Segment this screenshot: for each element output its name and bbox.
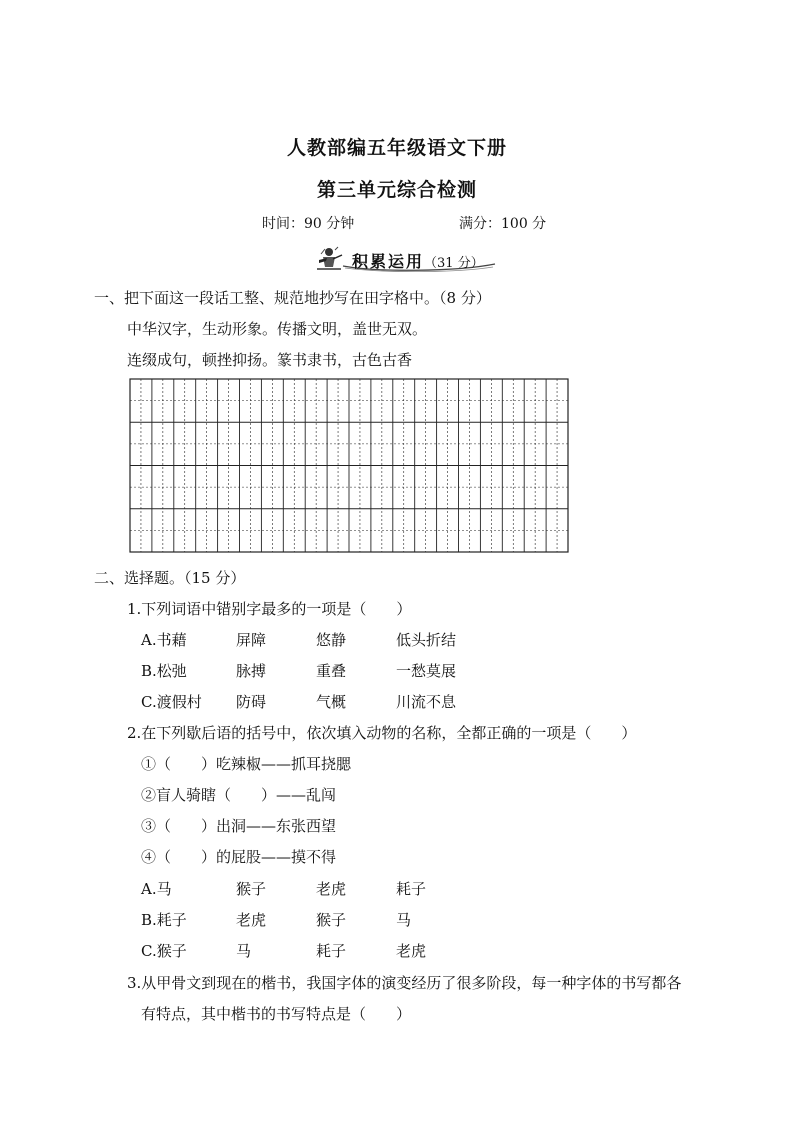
section-name: 积累运用 [352, 252, 425, 271]
q2-2-c-animal: 耗子 [316, 942, 347, 960]
question-1-heading: 一、把下面这一段话工整、规范地抄写在田字格中。（8 分） [94, 289, 491, 307]
q2-1-b-word: 重叠 [316, 662, 347, 680]
section-title [352, 249, 484, 272]
q2-1-a-word: 悠静 [316, 631, 347, 649]
q2-1-c-word: 气概 [316, 693, 347, 711]
time-limit: 时间：90 分钟 [262, 216, 355, 232]
q2-2-b-animal: 老虎 [236, 911, 267, 929]
question-2-3-stem-line-2: 有特点，其中楷书的书写特点是（ ） [141, 1005, 412, 1023]
q2-1-c-word: 川流不息 [396, 693, 457, 711]
full-score: 满分：100 分 [459, 216, 547, 232]
question-2-2-stem: 2.在下列歇后语的括号中，依次填入动物的名称，全都正确的一项是（ ） [127, 724, 637, 742]
q2-2-a-animal: 耗子 [396, 880, 427, 898]
q2-1-option-c[interactable]: C.渡假村 [141, 693, 202, 711]
q2-1-c-word: 防碍 [236, 693, 267, 711]
q2-2-c-animal: 马 [236, 942, 252, 960]
q2-1-b-word: 一愁莫展 [396, 662, 457, 680]
q2-1-option-a[interactable]: A.书藉 [141, 631, 187, 649]
q2-2-b-animal: 猴子 [316, 911, 347, 929]
q2-1-a-word: 低头折结 [396, 631, 457, 649]
q2-2-option-a[interactable]: A.马 [141, 880, 172, 898]
saying-1: ①（ ）吃辣椒——抓耳挠腮 [141, 755, 352, 773]
copy-text-line-1: 中华汉字，生动形象。传播文明，盖世无双。 [127, 320, 428, 338]
question-2-heading: 二、选择题。（15 分） [94, 569, 246, 587]
tianzige-grid[interactable] [129, 378, 569, 553]
q2-2-a-animal: 猴子 [236, 880, 267, 898]
writing-figure-icon [317, 247, 342, 269]
question-2-1-stem: 1.下列词语中错别字最多的一项是（ ） [127, 600, 412, 618]
saying-4: ④（ ）的屁股——摸不得 [141, 848, 337, 866]
q2-2-b-animal: 马 [396, 911, 412, 929]
copy-text-line-2: 连缀成句，顿挫抑扬。篆书隶书，古色古香 [127, 351, 413, 369]
document-subtitle: 第三单元综合检测 [316, 179, 477, 201]
q2-2-option-c[interactable]: C.猴子 [141, 942, 187, 960]
q2-1-b-word: 脉搏 [236, 662, 267, 680]
saying-2: ②盲人骑瞎（ ）——乱闯 [141, 786, 337, 804]
q2-2-a-animal: 老虎 [316, 880, 347, 898]
q2-1-a-word: 屏障 [236, 631, 267, 649]
saying-3: ③（ ）出洞——东张西望 [141, 817, 337, 835]
document-title: 人教部编五年级语文下册 [286, 137, 507, 159]
q2-2-c-animal: 老虎 [396, 942, 427, 960]
section-score: （31 分） [424, 256, 484, 271]
question-2-3-stem-line-1: 3.从甲骨文到现在的楷书，我国字体的演变经历了很多阶段，每一种字体的书写都各 [127, 974, 682, 992]
q2-1-option-b[interactable]: B.松弛 [141, 662, 187, 680]
q2-2-option-b[interactable]: B.耗子 [141, 911, 187, 929]
